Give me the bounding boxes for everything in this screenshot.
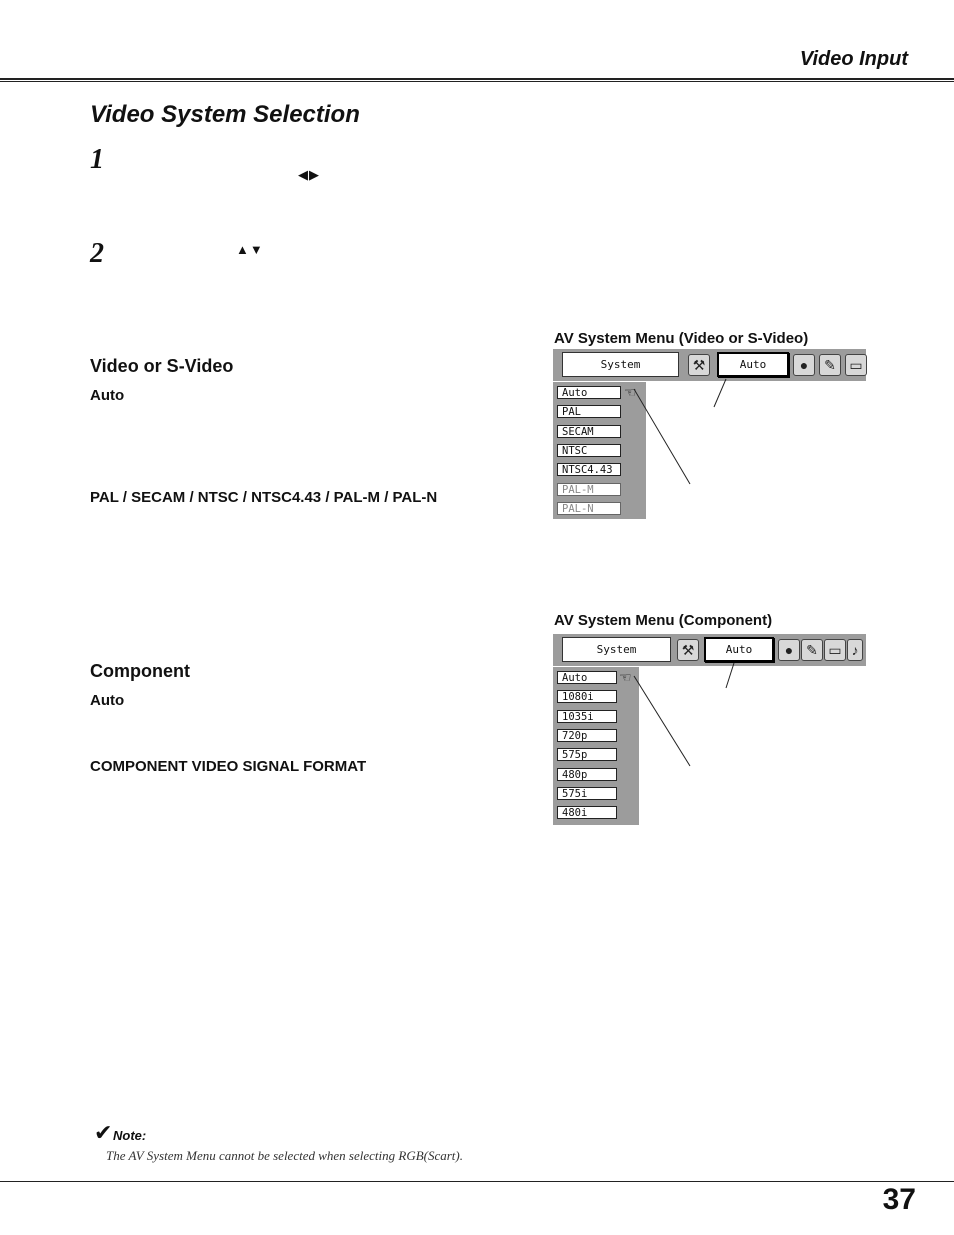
left-right-arrows-icon: ◀▶ <box>298 167 320 182</box>
hand-pointer-icon: ☜ <box>624 384 637 400</box>
list-item-secam[interactable]: SECAM <box>557 425 621 438</box>
color-icon[interactable]: ● <box>778 639 800 661</box>
list-item-pal-m: PAL-M <box>557 483 621 496</box>
list-item-480p[interactable]: 480p <box>557 768 617 781</box>
menu-video-caption: AV System Menu (Video or S-Video) <box>554 330 809 347</box>
selected-system-value[interactable]: Auto <box>704 637 774 662</box>
component-auto-label: Auto <box>90 692 125 709</box>
list-item-575p[interactable]: 575p <box>557 748 617 761</box>
list-item-auto[interactable]: Auto <box>557 671 617 684</box>
page-title: Video System Selection <box>90 101 360 128</box>
menu-component-caption: AV System Menu (Component) <box>554 612 773 629</box>
checkmark-icon: ✔ <box>94 1120 113 1145</box>
menu-component-callout-lines <box>620 660 740 770</box>
color-icon[interactable]: ● <box>793 354 815 376</box>
step-2-number: 2 <box>90 238 104 269</box>
hand-pointer-icon: ☜ <box>619 669 632 685</box>
list-item-pal-n: PAL-N <box>557 502 621 515</box>
component-formats: COMPONENT VIDEO SIGNAL FORMAT <box>90 758 367 775</box>
menu-video-callout-lines <box>620 375 740 490</box>
image-adjust-icon[interactable]: ✎ <box>819 354 841 376</box>
video-auto-label: Auto <box>90 387 125 404</box>
page-number: 37 <box>882 1183 916 1216</box>
list-item-pal[interactable]: PAL <box>557 405 621 418</box>
list-item-720p[interactable]: 720p <box>557 729 617 742</box>
sound-icon[interactable]: ♪ <box>847 639 863 661</box>
footer-rule <box>0 1181 954 1182</box>
header-section-title: Video Input <box>799 48 908 70</box>
screen-icon[interactable]: ▭ <box>824 639 846 661</box>
system-button[interactable]: System <box>562 352 679 377</box>
component-heading: Component <box>90 661 190 681</box>
list-item-480i[interactable]: 480i <box>557 806 617 819</box>
list-item-1035i[interactable]: 1035i <box>557 710 617 723</box>
video-formats: PAL / SECAM / NTSC / NTSC4.43 / PAL-M / PAL-N <box>90 489 438 506</box>
step-1-number: 1 <box>90 144 104 175</box>
screen-icon[interactable]: ▭ <box>845 354 867 376</box>
note-label: Note: <box>113 1128 147 1143</box>
list-item-auto[interactable]: Auto <box>557 386 621 399</box>
header-rule <box>0 78 954 80</box>
video-heading: Video or S-Video <box>90 356 234 376</box>
up-down-arrows-icon: ▲▼ <box>236 242 264 257</box>
system-button[interactable]: System <box>562 637 671 662</box>
list-item-1080i[interactable]: 1080i <box>557 690 617 703</box>
list-item-ntsc443[interactable]: NTSC4.43 <box>557 463 621 476</box>
header-rule-thin <box>0 81 954 82</box>
note-text: The AV System Menu cannot be selected when selecting RGB(Scart). <box>106 1148 463 1163</box>
list-item-575i[interactable]: 575i <box>557 787 617 800</box>
list-item-ntsc[interactable]: NTSC <box>557 444 621 457</box>
tools-icon[interactable]: ⚒ <box>688 354 710 376</box>
image-adjust-icon[interactable]: ✎ <box>801 639 823 661</box>
tools-icon[interactable]: ⚒ <box>677 639 699 661</box>
selected-system-value[interactable]: Auto <box>717 352 789 377</box>
